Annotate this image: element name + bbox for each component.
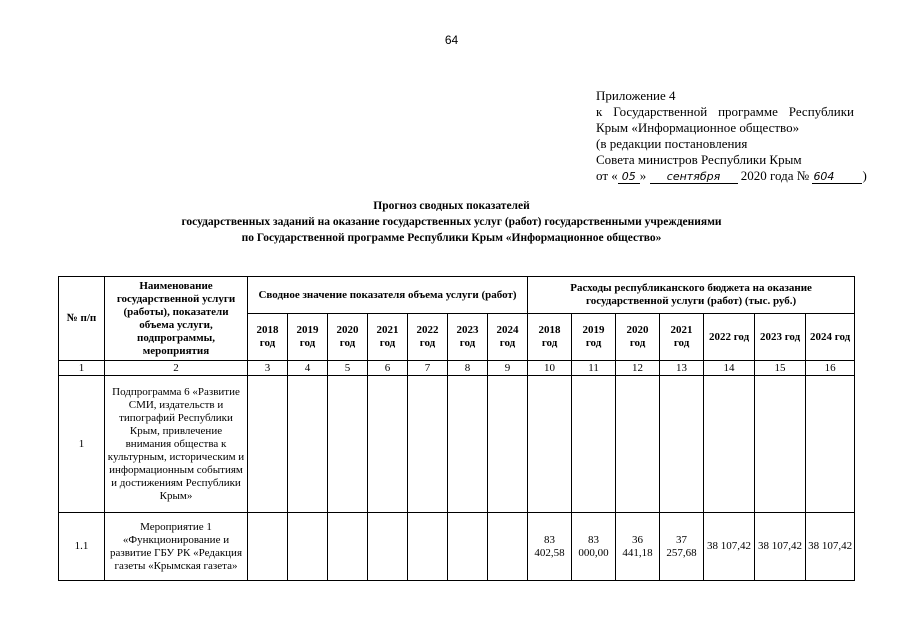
column-number: 13: [660, 361, 704, 376]
budget-cell: 38 107,42: [755, 513, 806, 581]
volume-cell: [368, 376, 408, 513]
column-number: 2: [105, 361, 248, 376]
volume-cell: [248, 513, 288, 581]
budget-year-header: 2023 год: [755, 314, 806, 361]
budget-cell: 36 441,18: [616, 513, 660, 581]
budget-cell: [806, 376, 855, 513]
budget-cell: 83 000,00: [572, 513, 616, 581]
budget-cell: [616, 376, 660, 513]
col-name-header: Наименование государственной услуги (работы), показатели объема услуги, подпрограммы, мероприятия: [105, 277, 248, 361]
document-title: [0, 198, 903, 246]
column-number: 14: [704, 361, 755, 376]
date-month: сентября: [650, 170, 738, 184]
row-name: Подпрограмма 6 «Развитие СМИ, издательств и типографий Республики Крым, привлечение внимания общества к культурным, историческим и информационным событиям и достижениям Республики Крым»: [105, 376, 248, 513]
volume-year-header: 2024 год: [488, 314, 528, 361]
appendix-line-2: к Государственной программе Республики: [596, 104, 854, 119]
appendix-date-line: [596, 168, 867, 184]
column-number: 5: [328, 361, 368, 376]
budget-cell: [660, 376, 704, 513]
volume-cell: [448, 376, 488, 513]
budget-year-header: 2020 год: [616, 314, 660, 361]
date-year: 2020 года №: [740, 168, 810, 183]
group-budget-header: Расходы республиканского бюджета на оказание государственной услуги (работ) (тыс. руб.): [528, 277, 855, 314]
budget-cell: [528, 376, 572, 513]
budget-cell: 38 107,42: [704, 513, 755, 581]
column-number: 3: [248, 361, 288, 376]
title-line-3: по Государственной программе Республики Крым «Информационное общество»: [241, 232, 662, 244]
appendix-line-3: Крым «Информационное общество»: [596, 120, 800, 135]
column-number: 15: [755, 361, 806, 376]
table-row: [59, 513, 855, 581]
volume-cell: [288, 376, 328, 513]
column-number: 6: [368, 361, 408, 376]
row-name: Мероприятие 1 «Функционирование и развитие ГБУ РК «Редакция газеты «Крымская газета»: [105, 513, 248, 581]
appendix-line-5: Совета министров Республики Крым: [596, 152, 802, 167]
volume-cell: [328, 513, 368, 581]
column-number: 9: [488, 361, 528, 376]
appendix-line-4: (в редакции постановления: [596, 136, 748, 151]
volume-cell: [408, 513, 448, 581]
date-day: 05: [618, 170, 640, 184]
budget-cell: 38 107,42: [806, 513, 855, 581]
budget-year-header: 2019 год: [572, 314, 616, 361]
col-num-header: № п/п: [59, 277, 105, 361]
volume-year-header: 2021 год: [368, 314, 408, 361]
group-volume-header: Сводное значение показателя объема услуги (работ): [248, 277, 528, 314]
budget-year-header: 2021 год: [660, 314, 704, 361]
volume-cell: [368, 513, 408, 581]
volume-cell: [448, 513, 488, 581]
volume-cell: [408, 376, 448, 513]
volume-cell: [488, 376, 528, 513]
column-number: 12: [616, 361, 660, 376]
volume-cell: [248, 376, 288, 513]
budget-cell: [755, 376, 806, 513]
budget-year-header: 2022 год: [704, 314, 755, 361]
appendix-block: [596, 88, 867, 184]
column-numbers-row: [59, 361, 855, 376]
header-row-groups: [59, 277, 855, 314]
budget-cell: [704, 376, 755, 513]
column-number: 16: [806, 361, 855, 376]
document-number: 604: [812, 170, 862, 184]
date-suffix: ): [862, 168, 867, 183]
volume-year-header: 2020 год: [328, 314, 368, 361]
volume-year-header: 2018 год: [248, 314, 288, 361]
forecast-table: [58, 276, 855, 581]
budget-cell: 37 257,68: [660, 513, 704, 581]
appendix-line-1: Приложение 4: [596, 88, 676, 103]
title-line-2: государственных заданий на оказание государственных услуг (работ) государственными учреждениями: [181, 216, 722, 228]
volume-year-header: 2019 год: [288, 314, 328, 361]
column-number: 8: [448, 361, 488, 376]
column-number: 7: [408, 361, 448, 376]
date-prefix: от «: [596, 168, 618, 183]
budget-cell: 83 402,58: [528, 513, 572, 581]
table-row: [59, 376, 855, 513]
budget-year-header: 2024 год: [806, 314, 855, 361]
budget-year-header: 2018 год: [528, 314, 572, 361]
budget-cell: [572, 376, 616, 513]
volume-year-header: 2022 год: [408, 314, 448, 361]
column-number: 4: [288, 361, 328, 376]
column-number: 10: [528, 361, 572, 376]
row-number: 1: [59, 376, 105, 513]
volume-cell: [288, 513, 328, 581]
date-mid: »: [639, 168, 647, 183]
row-number: 1.1: [59, 513, 105, 581]
volume-cell: [328, 376, 368, 513]
column-number: 1: [59, 361, 105, 376]
volume-cell: [488, 513, 528, 581]
page-number: 64: [444, 33, 459, 47]
column-number: 11: [572, 361, 616, 376]
volume-year-header: 2023 год: [448, 314, 488, 361]
title-line-1: Прогноз сводных показателей: [373, 200, 530, 212]
